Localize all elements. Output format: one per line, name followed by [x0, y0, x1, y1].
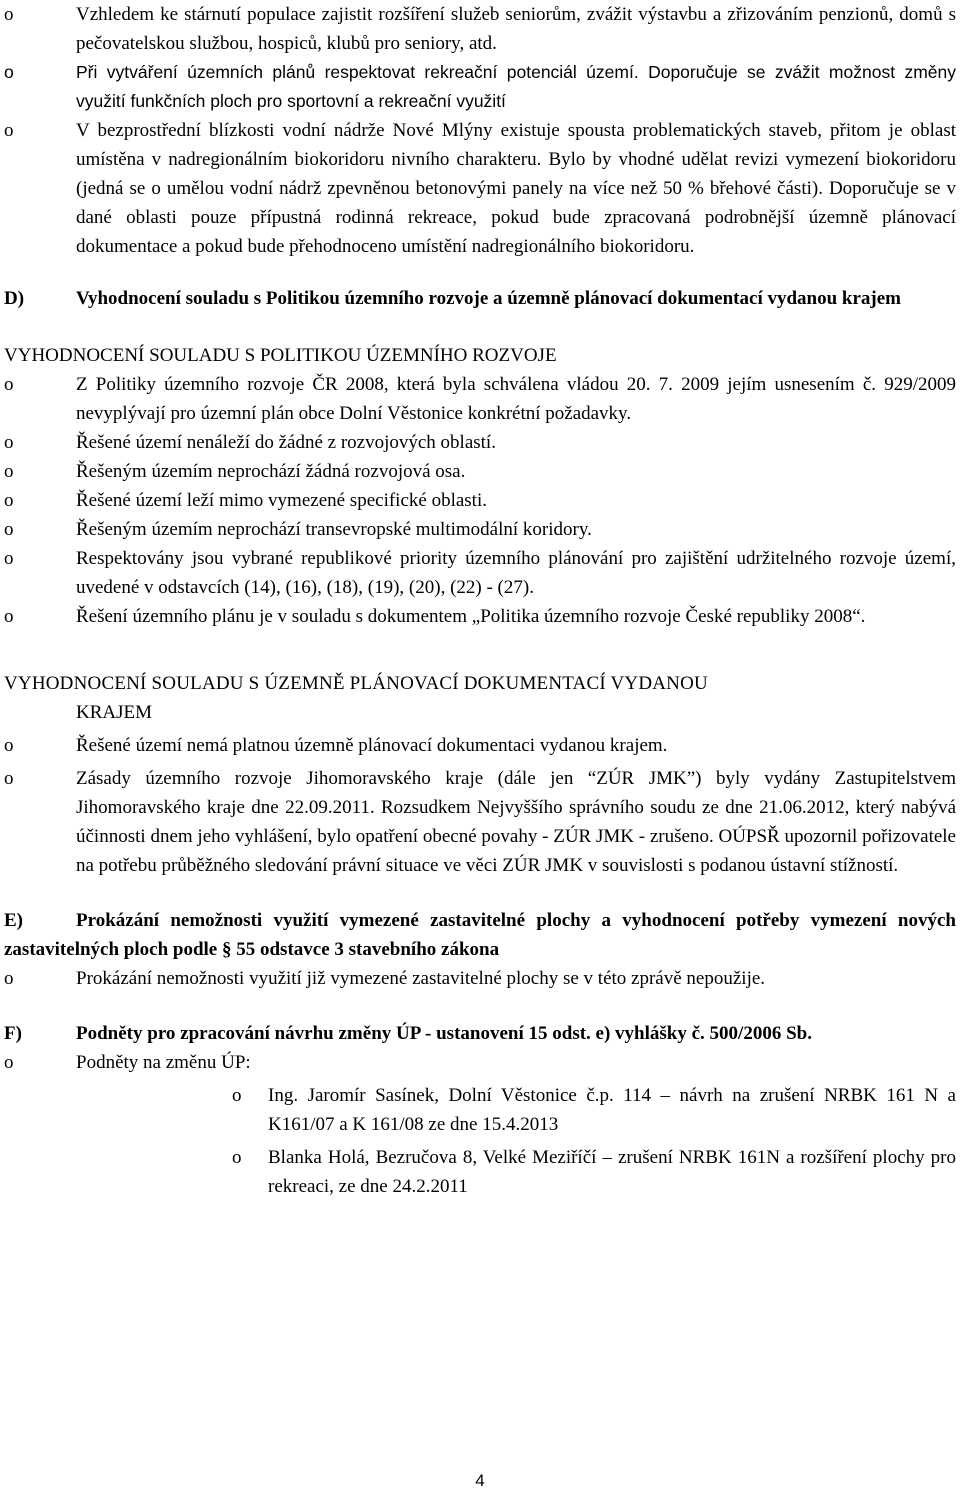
sub-list-item — [232, 1081, 956, 1139]
list-item-text: Při vytváření územních plánů respektovat rekreační potenciál území. Doporučuje se zvážit možnost změny využití funkčních ploch pro sportovní a rekreační využití — [76, 62, 956, 111]
section-d-heading — [4, 284, 956, 313]
section-d-label: D) — [4, 288, 25, 309]
list-item — [4, 515, 956, 544]
section-e-label: E) — [4, 910, 23, 931]
bullet-marker: o — [4, 461, 14, 482]
list-item — [4, 731, 956, 760]
list-item-text: Řešení územního plánu je v souladu s dokumentem „Politika územního rozvoje České republiky 2008“. — [76, 606, 866, 627]
list-item — [4, 486, 956, 515]
list-item-text: Podněty na změnu ÚP: — [76, 1052, 251, 1073]
bullet-marker: o — [4, 735, 14, 756]
bullet-marker: o — [4, 62, 14, 82]
page-number: 4 — [475, 1471, 485, 1490]
list-item-text: Řešeným územím neprochází transevropské multimodální koridory. — [76, 519, 592, 540]
bullet-marker: o — [232, 1085, 242, 1106]
list-item-text: Vzhledem ke stárnutí populace zajistit rozšíření služeb seniorům, zvážit výstavbu a zřizováním penzionů, domů s pečovatelskou službou, hospiců, klubů pro seniory, atd. — [76, 4, 956, 54]
list-item-text: Řešené území nemá platnou územně plánovací dokumentaci vydanou krajem. — [76, 735, 668, 756]
section-e-heading — [4, 906, 956, 964]
list-item-text: Prokázání nemožnosti využití již vymezené zastavitelné plochy se v této zprávě nepoužije. — [76, 968, 766, 989]
section-d-heading-text: Vyhodnocení souladu s Politikou územního rozvoje a územně plánovací dokumentací vydanou krajem — [76, 288, 902, 309]
list-item — [4, 428, 956, 457]
list-item — [4, 457, 956, 486]
list-item-text: Ing. Jaromír Sasínek, Dolní Věstonice č.p. 114 – návrh na zrušení NRBK 161 N a K161/07 a K 161/08 ze dne 15.4.2013 — [268, 1085, 956, 1135]
bullet-marker: o — [4, 4, 14, 25]
list-item — [4, 370, 956, 428]
bullet-marker: o — [4, 1052, 14, 1073]
subsection-title-line: KRAJEM — [76, 702, 153, 723]
list-item — [4, 116, 956, 261]
list-item-text: Zásady územního rozvoje Jihomoravského kraje (dále jen “ZÚR JMK”) byly vydány Zastupitelstvem Jihomoravského kraje dne 22.09.2011. Rozsudkem Nejvyššího správního soudu ze dne 21.06.2012, který nabývá účinnosti dnem jeho vyhlášení, bylo opatření obecné povahy - ZÚR JMK - zrušeno. OÚPSŘ upozornil pořizovatele na potřebu průběžného sledování právní situace ve věci ZÚR JMK v souvislosti s podanou ústavní stížností. — [76, 768, 956, 876]
bullet-marker: o — [4, 120, 14, 141]
list-item-text: Z Politiky územního rozvoje ČR 2008, která byla schválena vládou 20. 7. 2009 jejím usnesením č. 929/2009 nevyplývají pro územní plán obce Dolní Věstonice konkrétní požadavky. — [76, 374, 956, 424]
list-item — [4, 764, 956, 880]
section-f-label: F) — [4, 1023, 22, 1044]
section-f-heading-text: Podněty pro zpracování návrhu změny ÚP - ustanovení 15 odst. e) vyhlášky č. 500/2006 Sb. — [76, 1023, 812, 1044]
list-item-text: V bezprostřední blízkosti vodní nádrže Nové Mlýny existuje spousta problematických staveb, přitom je oblast umístěna v nadregionálním biokoridoru nivního charakteru. Bylo by vhodné udělat revizi vymezení biokoridoru (jedná se o umělou vodní nádrž zpevněnou betonovými panely na více než 50 % břehové části). Doporučuje se v dané oblasti pouze přípustná rodinná rekreace, pokud bude zpracovaná podrobnější územně plánovací dokumentace a pokud bude přehodnoceno umístění nadregionálního biokoridoru. — [76, 120, 956, 257]
list-item — [4, 58, 956, 116]
bullet-marker: o — [4, 606, 14, 627]
bullet-marker: o — [232, 1147, 242, 1168]
bullet-marker: o — [4, 768, 14, 789]
bullet-marker: o — [4, 432, 14, 453]
bullet-marker: o — [4, 519, 14, 540]
subsection-title-pur: VYHODNOCENÍ SOULADU S POLITIKOU ÚZEMNÍHO ROZVOJE — [4, 345, 557, 366]
section-e-heading-text: Prokázání nemožnosti využití vymezené zastavitelné plochy a vyhodnocení potřeby vymezení nových zastavitelných ploch podle § 55 odstavce 3 stavebního zákona — [4, 910, 956, 960]
bullet-marker: o — [4, 968, 14, 989]
list-item-text: Řešené území leží mimo vymezené specifické oblasti. — [76, 490, 487, 511]
list-item — [4, 602, 956, 631]
document-page — [4, 0, 956, 1201]
bullet-marker: o — [4, 374, 14, 395]
subsection-title-line: VYHODNOCENÍ SOULADU S ÚZEMNĚ PLÁNOVACÍ DOKUMENTACÍ VYDANOU — [4, 673, 708, 694]
list-item — [4, 1048, 956, 1077]
subsection-title-zur — [4, 669, 956, 727]
sub-list-item — [232, 1143, 956, 1201]
list-item — [4, 0, 956, 58]
list-item-text: Blanka Holá, Bezručova 8, Velké Meziříčí – zrušení NRBK 161N a rozšíření plochy pro rekreaci, ze dne 24.2.2011 — [268, 1147, 956, 1197]
bullet-marker: o — [4, 490, 14, 511]
list-item-text: Řešeným územím neprochází žádná rozvojová osa. — [76, 461, 466, 482]
list-item-text: Respektovány jsou vybrané republikové priority územního plánování pro zajištění udržitelného rozvoje území, uvedené v odstavcích (14), (16), (18), (19), (20), (22) - (27). — [76, 548, 956, 598]
bullet-marker: o — [4, 548, 14, 569]
list-item — [4, 544, 956, 602]
list-item — [4, 964, 956, 993]
list-item-text: Řešené území nenáleží do žádné z rozvojových oblastí. — [76, 432, 496, 453]
section-f-heading — [4, 1019, 956, 1048]
